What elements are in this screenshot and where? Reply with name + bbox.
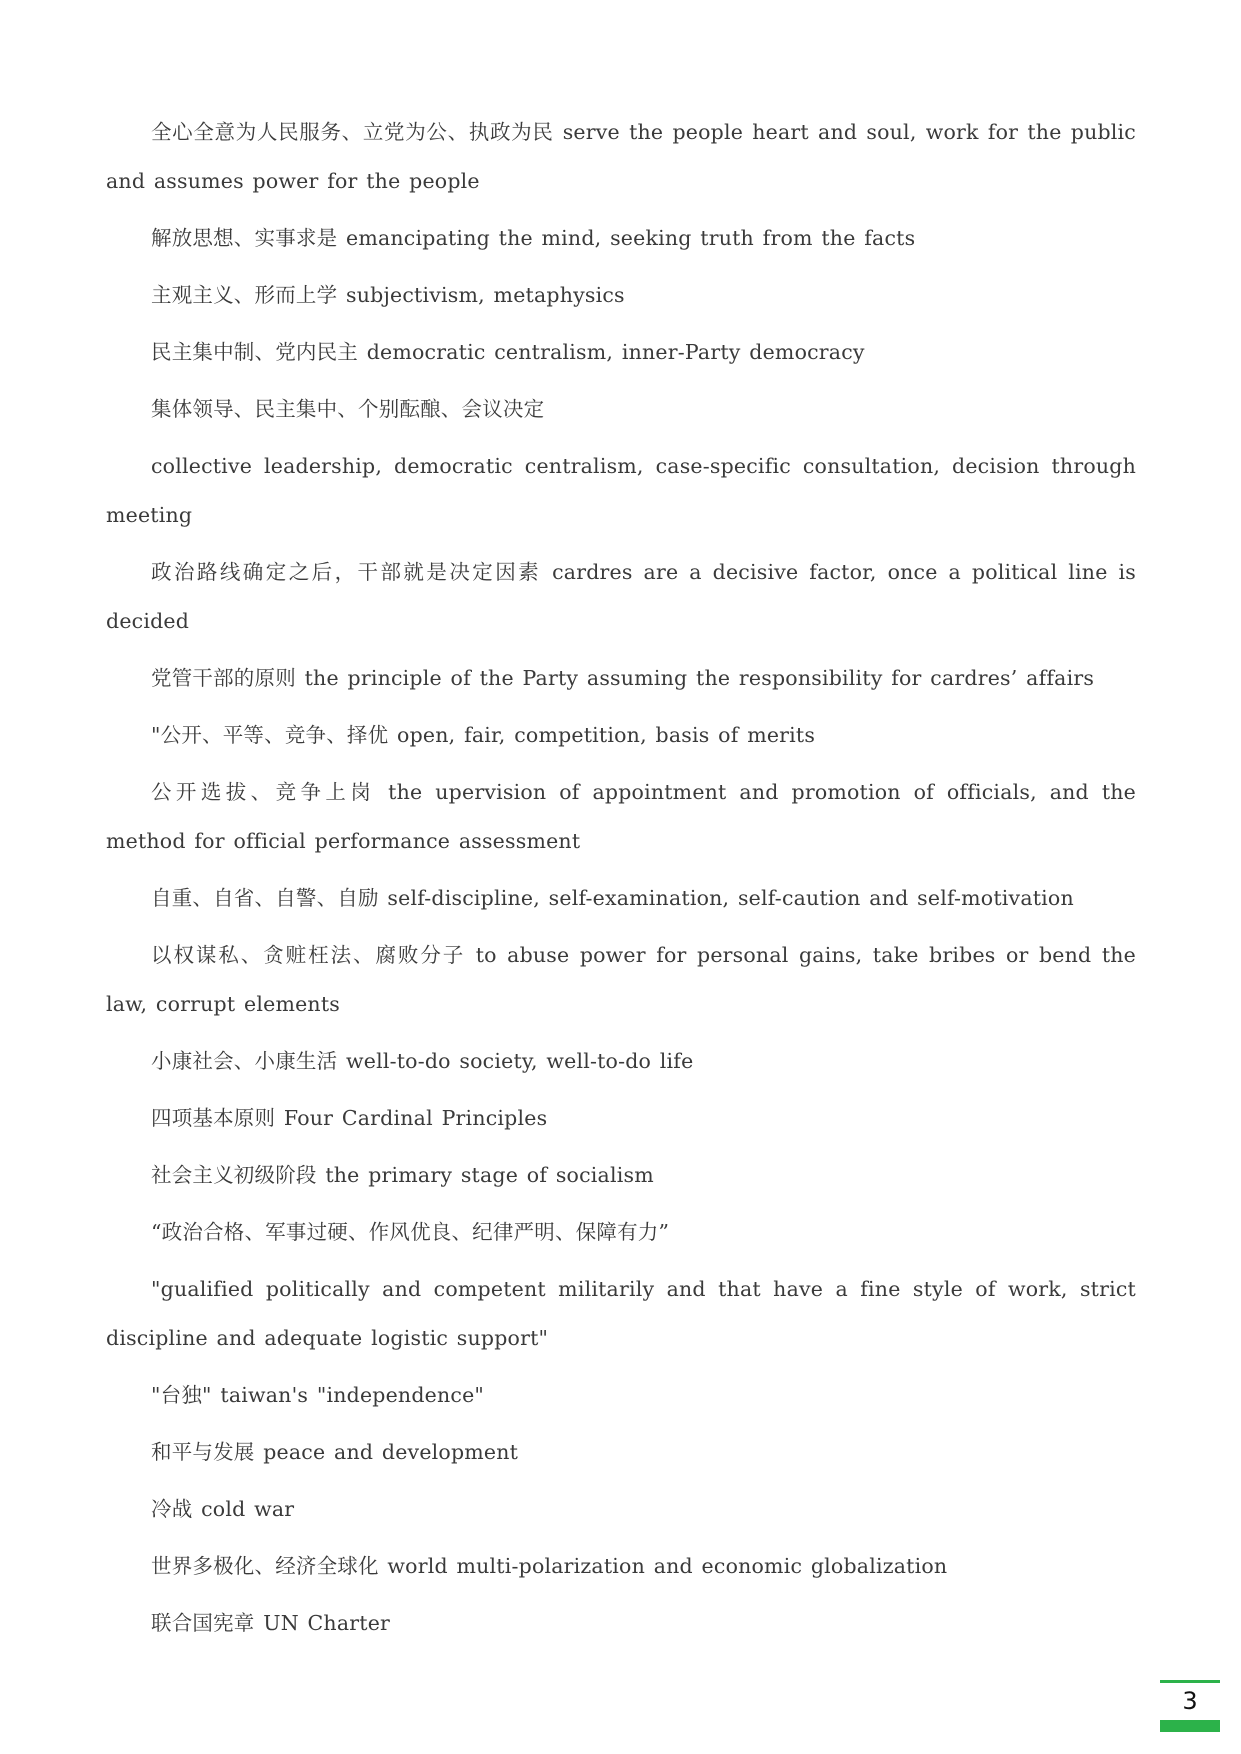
glossary-entry: 党管干部的原则 the principle of the Party assuming the responsibility for cardres’ affairs: [151, 666, 1095, 690]
glossary-entry: 和平与发展 peace and development: [151, 1440, 519, 1464]
page-number: 3: [1160, 1680, 1220, 1732]
glossary-entry: collective leadership, democratic centralism, case-specific consultation, decision through meeting: [106, 454, 1136, 527]
glossary-entry: 公开选拔、竞争上岗 the upervision of appointment and promotion of officials, and the method for official performance assessment: [106, 780, 1136, 853]
glossary-entry: 社会主义初级阶段 the primary stage of socialism: [151, 1163, 654, 1187]
glossary-entry: “政治合格、军事过硬、作风优良、纪律严明、保障有力”: [151, 1220, 670, 1244]
glossary-entry: "公开、平等、竞争、择优 open, fair, competition, basis of merits: [151, 723, 816, 747]
glossary-entry: 联合国宪章 UN Charter: [151, 1611, 391, 1635]
glossary-entry: 主观主义、形而上学 subjectivism, metaphysics: [151, 283, 625, 307]
glossary-entry: 四项基本原则 Four Cardinal Principles: [151, 1106, 548, 1130]
glossary-entry: 世界多极化、经济全球化 world multi-polarization and economic globalization: [151, 1554, 948, 1578]
glossary-entry: 小康社会、小康生活 well-to-do society, well-to-do life: [151, 1049, 694, 1073]
glossary-entry: 全心全意为人民服务、立党为公、执政为民 serve the people heart and soul, work for the public and assumes power for the people: [106, 120, 1136, 193]
document-body: [106, 108, 1136, 1656]
glossary-entry: 解放思想、实事求是 emancipating the mind, seeking truth from the facts: [151, 226, 916, 250]
glossary-entry: 以权谋私、贪赃枉法、腐败分子 to abuse power for personal gains, take bribes or bend the law, corrupt elements: [106, 943, 1136, 1016]
glossary-entry: "gualified politically and competent militarily and that have a fine style of work, strict discipline and adequate logistic support": [106, 1277, 1136, 1350]
glossary-entry: 民主集中制、党内民主 democratic centralism, inner-Party democracy: [151, 340, 865, 364]
glossary-entry: "台独" taiwan's "independence": [151, 1383, 485, 1407]
glossary-entry: 集体领导、民主集中、个别酝酿、会议决定: [151, 397, 545, 421]
glossary-entry: 政治路线确定之后，干部就是决定因素 cardres are a decisive factor, once a political line is decided: [106, 560, 1136, 633]
glossary-entry: 自重、自省、自警、自励 self-discipline, self-examination, self-caution and self-motivation: [151, 886, 1074, 910]
glossary-entry: 冷战 cold war: [151, 1497, 295, 1521]
